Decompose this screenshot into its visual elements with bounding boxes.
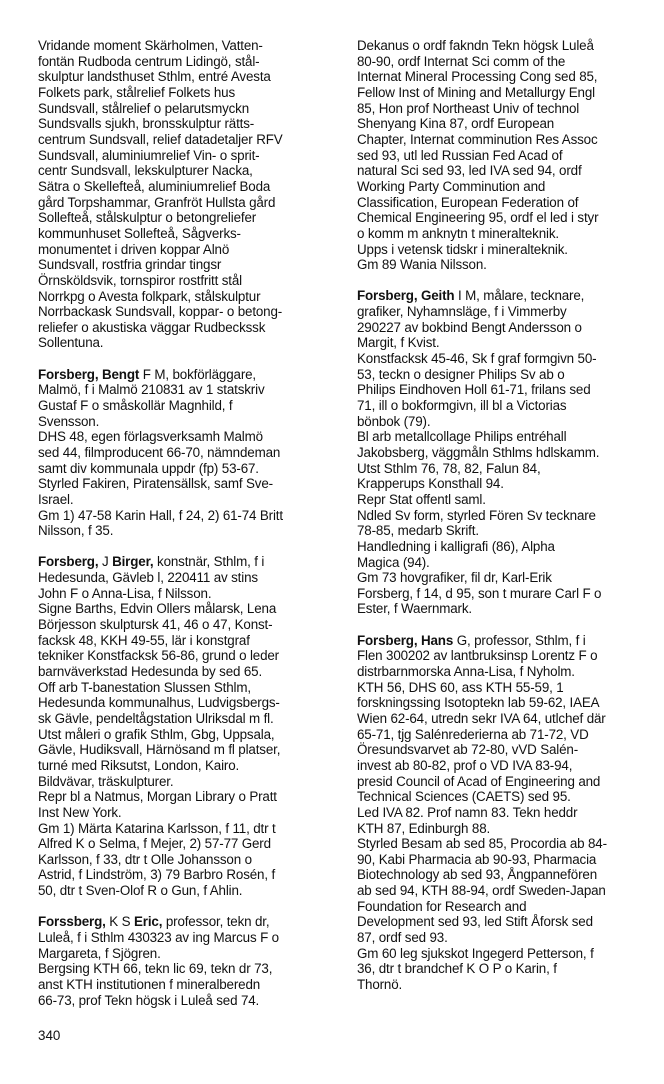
entry-line-text: Handledning i kalligrafi (86), Alpha [357,538,555,554]
entry-line [38,179,338,195]
entry-line-text: Signe Barths, Edvin Ollers målarsk, Lena [38,601,277,617]
entry-line [38,570,338,586]
entry-line-text: Shenyang Kina 87, ordf European [357,116,555,132]
entry-line-text: Thornö. [357,977,403,993]
entry-line-text: Bildvävar, träskulpturer. [38,773,174,789]
entry-line [357,789,657,805]
entry-line-text: Styrled Fakiren, Piratensällsk, samf Sve- [38,476,273,492]
entry-line [357,852,657,868]
entry-line-text: Philips Eindhoven Holl 61-71, frilans sed [357,382,591,398]
entry-line [357,821,657,837]
entry-line [357,367,657,383]
entry-line [357,320,657,336]
entry-line-text: DHS 48, egen förlagsverksamh Malmö [38,429,263,445]
entry-line-text: 66-73, prof Tekn högsk i Luleå sed 74. [38,992,260,1008]
entry-line [357,101,657,117]
entry-line [38,586,338,602]
entry-line [38,398,338,414]
entry-line [357,601,657,617]
entry-line-text: sk Gävle, pendeltågstation Ulriksdal m fl. [38,710,274,726]
entry-line-text: John F o Anna-Lisa, f Nilsson. [38,585,212,601]
entry-line-text: 50, dtr t Sven-Olof R o Gun, f Ahlin. [38,883,243,899]
biography-entry [357,288,657,617]
entry-given-name: Eric, [133,914,163,930]
entry-line [38,867,338,883]
entry-line [38,148,338,164]
entry-line [38,914,338,930]
entry-line-text: Sundsvalls sjukh, bronsskulptur rätts- [38,116,255,132]
entry-line-text: 53, teckn o designer Philips Sv ab o [357,366,565,382]
entry-line-text: 80-90, ordf Internat Sci comm of the [357,53,566,69]
entry-line [357,946,657,962]
entry-line-text: Magica (94). [357,554,430,570]
entry-line-text: skulptur landsthuset Sthlm, entré Avesta [38,69,271,85]
entry-line [357,163,657,179]
entry-line-text: Sundsvall, aluminiumrelief Vin- o sprit- [38,147,260,163]
entry-line-text: Gustaf F o småskollär Magnhild, f [38,397,233,413]
entry-line [38,633,338,649]
entry-line-text: Led IVA 82. Prof namn 83. Tekn heddr [357,804,578,820]
entry-line [38,492,338,508]
entry-line [357,914,657,930]
left-column [38,38,338,1024]
entry-line-text: Bl arb metallcollage Philips entréhall [357,429,567,445]
entry-line-text: ab sed 94, KTH 88-94, ordf Sweden-Japan [357,883,606,899]
entry-line [357,476,657,492]
entry-line [38,476,338,492]
entry-line [38,69,338,85]
entry-line [38,993,338,1009]
entry-line [38,680,338,696]
entry-name: Forsberg, Geith [357,288,455,304]
entry-line-text: presid Council of Acad of Engineering and [357,773,601,789]
entry-line-text: Örnsköldsvik, tornspiror rostfritt stål [38,272,242,288]
entry-line-text: Repr bl a Natmus, Morgan Library o Pratt [38,789,277,805]
entry-name: Forsberg, [38,554,99,570]
entry-line-text: Luleå, f i Sthlm 430323 av ing Marcus F o [38,929,279,945]
entry-line [38,789,338,805]
entry-line [38,101,338,117]
entry-line [38,257,338,273]
entry-line [357,930,657,946]
entry-line [357,523,657,539]
entry-line-text: Inst New York. [38,804,122,820]
right-column [357,38,657,1008]
entry-line-text: Sundsvall, stålrelief o pelarutsmyckn [38,100,250,116]
entry-given-name: Birger, [112,554,154,570]
entry-line [38,695,338,711]
entry-line [357,570,657,586]
entry-line-text: 85, Hon prof Northeast Univ of technol [357,100,580,116]
entry-line [38,210,338,226]
entry-line [38,85,338,101]
entry-name: Forssberg, [38,914,106,930]
entry-line [357,179,657,195]
entry-name: Forsberg, Bengt [38,366,140,382]
entry-line-text: Jakobsberg, väggmåln Sthlms hdlskamm. [357,444,600,460]
entry-line-text: Folkets park, stålrelief Folkets hus [38,84,236,100]
entry-line [357,429,657,445]
entry-line [38,429,338,445]
entry-line-text: Margit, f Kvist. [357,335,440,351]
entry-line-text: Upps i vetensk tidskr i mineralteknik. [357,241,568,257]
entry-line-text: turné med Riksutst, London, Kairo. [38,757,240,773]
biography-entry [38,914,338,1008]
entry-line-text: Ester, f Waernmark. [357,601,472,617]
entry-line [38,852,338,868]
entry-line [357,680,657,696]
entry-line [357,648,657,664]
entry-line-text: Repr Stat offentl saml. [357,491,486,507]
entry-line-text: Sollefteå, stålskulptur o betongreliefer [38,210,257,226]
entry-line-text: distrbarnmorska Anna-Lisa, f Nyholm. [357,663,575,679]
entry-line-text: G, professor, Sthlm, f i [453,632,586,648]
entry-line-text: Norrbackask Sundsvall, koppar- o betong- [38,304,283,320]
entry-line [38,445,338,461]
entry-line [38,977,338,993]
entry-line-text: o komm m anknytn t mineralteknik. [357,225,559,241]
entry-line-text: Wien 62-64, utredn sekr IVA 64, utlchef där [357,710,606,726]
entry-line-text: grafiker, Nyhamnsläge, f i Vimmerby [357,304,567,319]
entry-line-text: Biotechnology ab sed 93, Ångpannefören [357,867,597,883]
entry-line-text: monumentet i driven koppar Alnö [38,241,230,257]
entry-line [38,727,338,743]
entry-line-text: tekniker Konstfacksk 56-86, grund o leder [38,648,279,664]
entry-line [38,523,338,539]
entry-line [357,351,657,367]
entry-line-text: Norrkpg o Avesta folkpark, stålskulptur [38,288,261,304]
entry-line-text: Gm 1) 47-58 Karin Hall, f 24, 2) 61-74 Britt [38,507,283,523]
entry-line [38,414,338,430]
entry-line [38,335,338,351]
entry-line-text: Flen 300202 av lantbruksinsp Lorentz F o [357,648,598,664]
entry-line [38,883,338,899]
biography-entry [357,38,657,273]
entry-line-text: Foundation for Research and [357,898,527,914]
entry-line-text: 65-71, tjg Salénrederierna ab 71-72, VD [357,726,589,742]
entry-line-text: natural Sci sed 93, led IVA sed 94, ordf [357,163,582,179]
entry-line-text: Malmö, f i Malmö 210831 av 1 statskriv [38,382,265,398]
entry-line [357,38,657,54]
entry-line-text: centrum Sundsvall, relief datadetaljer RFV [38,131,283,147]
entry-line-text: Fellow Inst of Mining and Metallurgy Engl [357,84,595,100]
entry-line [357,242,657,258]
entry-line-text: Off arb T-banestation Slussen Sthlm, [38,679,251,695]
entry-line-text: 71, ill o bokformgivn, ill bl a Victorias [357,397,567,413]
entry-line [357,867,657,883]
entry-line [38,821,338,837]
entry-line-text: konstnär, Sthlm, f i [153,554,265,570]
entry-line [38,304,338,320]
entry-line [38,930,338,946]
entry-line [38,367,338,383]
entry-name: Forsberg, Hans [357,632,454,648]
entry-line-text: Styrled Besam ab sed 85, Procordia ab 84- [357,836,607,852]
entry-line [357,116,657,132]
entry-line-text: Utst Sthlm 76, 78, 82, Falun 84, [357,460,541,476]
entry-line [357,257,657,273]
entry-line [357,226,657,242]
entry-initials: J [98,554,113,570]
entry-line [357,195,657,211]
entry-line-text: Gm 1) Märta Katarina Karlsson, f 11, dtr t [38,820,276,836]
entry-line-text: Karlsson, f 33, dtr t Olle Johansson o [38,851,252,867]
entry-line [38,195,338,211]
entry-line [357,69,657,85]
entry-line-text: samt div kommunala uppdr (fp) 53-67. [38,460,259,476]
entry-line [38,758,338,774]
entry-line-text: bönbok (79). [357,413,431,429]
entry-line [357,836,657,852]
entry-line [357,382,657,398]
entry-line [38,961,338,977]
entry-line [357,148,657,164]
entry-line-text: KTH 87, Edinburgh 88. [357,820,491,836]
entry-line [357,445,657,461]
entry-line [357,633,657,649]
entry-line [357,132,657,148]
entry-line [38,664,338,680]
entry-line-text: Sundsvall, rostfria grindar tingsr [38,257,222,273]
entry-line-text: Gm 73 hovgrafiker, fil dr, Karl-Erik [357,570,552,586]
entry-line [357,899,657,915]
entry-line [38,38,338,54]
entry-line-text: sed 44, filmproducent 66-70, nämndeman [38,444,281,460]
entry-line [38,54,338,70]
entry-line-text: Chapter, Internat comminution Res Assoc [357,131,598,147]
entry-line-text: Börjesson skulptursk 41, 46 o 47, Konst- [38,616,273,632]
entry-line-text: gård Torpshammar, Granfröt Hullsta gård [38,194,276,210]
entry-line-text: Hedesunda, Gävleb l, 220411 av stins [38,570,258,585]
entry-line [38,774,338,790]
entry-line [357,539,657,555]
entry-line-text: centr Sundsvall, lekskulpturer Nacka, [38,163,253,179]
entry-line-text: Gm 89 Wania Nilsson. [357,257,487,273]
entry-line-text: Gävle, Hudiksvall, Härnösand m fl platser, [38,742,281,758]
entry-line-text: Vridande moment Skärholmen, Vatten- [38,38,263,53]
entry-line-text: 290227 av bokbind Bengt Andersson o [357,319,582,335]
entry-line-text: Bergsing KTH 66, tekn lic 69, tekn dr 73, [38,961,273,977]
entry-line [357,210,657,226]
entry-line-text: Alfred K o Selma, f Mejer, 2) 57-77 Gerd [38,836,271,852]
entry-line [38,226,338,242]
entry-line-text: I M, målare, tecknare, [454,288,585,304]
entry-line-text: Hedesunda kommunalhus, Ludvigsbergs- [38,695,280,711]
entry-line-text: Forsberg, f 14, d 95, son t murare Carl F o [357,585,602,601]
entry-line-text: Margareta, f Sjögren. [38,945,161,961]
entry-line-text: Öresundsvarvet ab 72-80, vVD Salén- [357,742,579,758]
entry-line [38,805,338,821]
entry-line-text: Utst måleri o grafik Sthlm, Gbg, Uppsala, [38,726,275,742]
entry-line [38,461,338,477]
entry-line [357,461,657,477]
biography-entry [38,38,338,351]
entry-line-text: kommunhuset Sollefteå, Sågverks- [38,225,241,241]
entry-line [357,805,657,821]
entry-line [357,85,657,101]
entry-line [357,492,657,508]
entry-line-text: 90, Kabi Pharmacia ab 90-93, Pharmacia [357,851,597,867]
entry-line [38,601,338,617]
entry-line-text: facksk 48, KKH 49-55, lär i konstgraf [38,632,250,648]
entry-line-text: Working Party Comminution and [357,178,546,194]
entry-line-text: Israel. [38,491,74,507]
biography-entry [357,633,657,993]
entry-line [357,758,657,774]
entry-line [38,289,338,305]
entry-line [38,617,338,633]
entry-line [357,586,657,602]
entry-line [38,648,338,664]
entry-line [38,132,338,148]
entry-line [357,727,657,743]
entry-line-text: Classification, European Federation of [357,194,579,210]
entry-line [38,242,338,258]
entry-line-text: Krapperups Konsthall 94. [357,476,504,492]
entry-line-text: Chemical Engineering 95, ordf el led i styr [357,210,599,226]
entry-line [357,508,657,524]
entry-line [357,695,657,711]
entry-line-text: sed 93, utl led Russian Fed Acad of [357,147,563,163]
entry-line-text: F M, bokförläggare, [139,366,256,382]
entry-line [357,414,657,430]
entry-line [357,711,657,727]
entry-line-text: 78-85, medarb Skrift. [357,523,479,539]
entry-line [357,304,657,320]
entry-line [357,977,657,993]
entry-line-text: 87, ordf sed 93. [357,930,448,946]
entry-line-text: Ndled Sv form, styrled Fören Sv tecknare [357,507,596,523]
entry-line-text: Svensson. [38,413,100,429]
entry-line [38,711,338,727]
entry-line [357,288,657,304]
entry-line-text: invest ab 80-82, prof o VD IVA 83-94, [357,757,573,773]
entry-line-text: barnväverkstad Hedesunda by sed 65. [38,663,263,679]
entry-line [38,836,338,852]
entry-line-text: professor, tekn dr, [162,914,270,930]
entry-line [38,273,338,289]
biography-entry [38,554,338,898]
entry-line [357,961,657,977]
entry-line-text: Astrid, f Lindström, 3) 79 Barbro Rosén, f [38,867,276,883]
entry-line [38,508,338,524]
entry-line-text: Internat Mineral Processing Cong sed 85, [357,69,598,85]
entry-line-text: Nilsson, f 35. [38,523,114,539]
entry-initials: K S [105,914,134,930]
entry-line-text: Technical Sciences (CAETS) sed 95. [357,789,571,805]
entry-line [357,742,657,758]
entry-line [38,554,338,570]
entry-line-text: Sollentuna. [38,335,104,351]
entry-line [38,320,338,336]
entry-line [357,398,657,414]
biography-entry [38,367,338,539]
entry-line-text: 36, dtr t brandchef K O P o Karin, f [357,961,557,977]
entry-line [38,163,338,179]
entry-line-text: fontän Rudboda centrum Lidingö, stål- [38,53,260,69]
entry-line [38,742,338,758]
entry-line [38,116,338,132]
entry-line [38,946,338,962]
entry-line-text: anst KTH institutionen f mineralberedn [38,976,261,992]
entry-line-text: Sätra o Skellefteå, aluminiumrelief Boda [38,178,271,194]
entry-line [357,664,657,680]
entry-line-text: Konstfacksk 45-46, Sk f graf formgivn 50- [357,350,597,366]
entry-line-text: Development sed 93, led Stift Åforsk sed [357,914,593,930]
entry-line-text: Dekanus o ordf fakndn Tekn högsk Luleå [357,38,594,53]
entry-line-text: Gm 60 leg sjukskot Ingegerd Petterson, f [357,945,594,961]
page-number: 340 [38,1028,61,1043]
entry-line [357,335,657,351]
entry-line [357,774,657,790]
entry-line [357,54,657,70]
entry-line-text: reliefer o akustiska väggar Rudbeckssk [38,319,266,335]
entry-line [38,382,338,398]
entry-line-text: forskningssing Isotoptekn lab 59-62, IAEA [357,695,600,711]
entry-line [357,555,657,571]
entry-line [357,883,657,899]
entry-line-text: KTH 56, DHS 60, ass KTH 55-59, 1 [357,679,564,695]
